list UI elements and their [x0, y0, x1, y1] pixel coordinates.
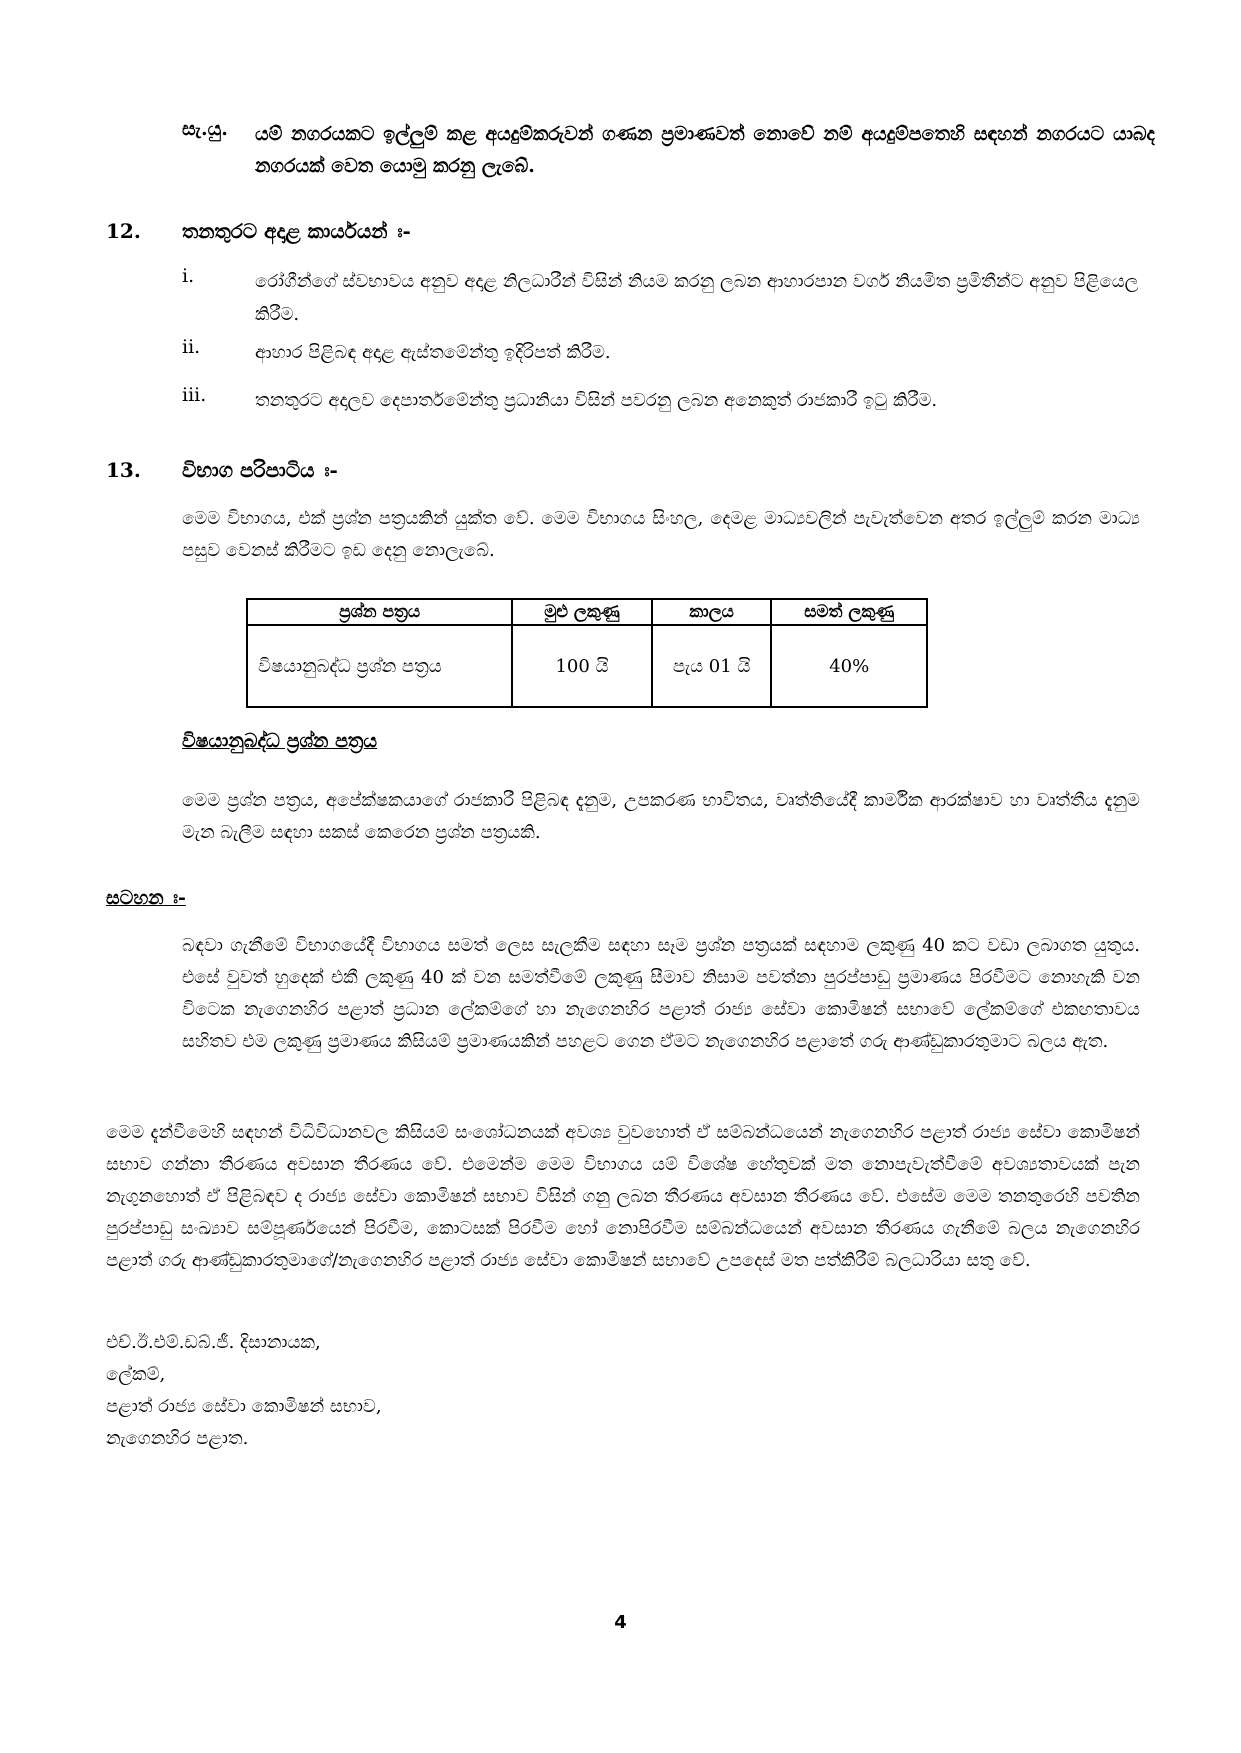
duty-item-text: ආහාර පිළිබඳ අදාළ ඇස්තමේන්තු ඉදිරිපත් කිරීම.	[255, 342, 611, 363]
page-number: 4	[614, 1612, 627, 1633]
signatory-name: එච්.ඊ.එම්.ඩබ්.ජී. දිසානායක,	[106, 1332, 321, 1353]
table-row	[247, 625, 927, 707]
section-12-title: තනතුරට අදාළ කාර්යයන් ඃ-	[182, 219, 411, 243]
paper-subheading: විෂයානුබද්ධ ප්‍රශ්න පත්‍රය	[182, 730, 378, 752]
table-header-row	[247, 599, 927, 625]
column-header: කාලය	[652, 599, 772, 625]
column-header: ප්‍රශ්න පත්‍රය	[247, 599, 512, 625]
section-13-number: 13.	[106, 458, 141, 482]
duty-item-number: i.	[182, 265, 195, 287]
column-header: මුළු ලකුණු	[512, 599, 652, 625]
note-text: යම් නගරයකට ඉල්ලුම් කළ අයදුම්කරුවන් ගණන ප්‍රමාණවත් නොවේ නම් අයදුම්පතෙහි සඳහන් නගරයට යාබද නගරයක් වෙත යොමු කරනු ලැබේ.	[255, 123, 1155, 177]
section-13-title: විභාග පරිපාටිය ඃ-	[182, 458, 338, 482]
table-cell: විෂයානුබද්ධ ප්‍රශ්න පත්‍රය	[247, 625, 512, 707]
column-header: සමත් ලකුණු	[771, 599, 927, 625]
table-cell: පැය 01 යි	[652, 625, 772, 707]
signatory-organization: පළාත් රාජ්‍ය සේවා කොමිෂන් සභාව,	[106, 1396, 382, 1417]
closing-paragraph: මෙම දැන්වීමෙහි සඳහන් විධිවිධානවල කිසියම් සංශෝධනයක් අවශ්‍ය වුවහොත් ඒ සම්බන්ධයෙන් නැගෙනහිර පළාත් රාජ්‍ය සේවා කොමිෂන් සභාව ගන්නා තීරණය අවසාන තීරණය වේ. එමෙන්ම මෙම විභාගය යම් විශේෂ හේතුවක් මත නොපැවැත්වීමේ අවශ්‍යතාවයක් පැන නැගුනහොත් ඒ පිළිබඳව ද රාජ්‍ය සේවා කොමිෂන් සභාව විසින් ගනු ලබන තීරණය අවසාන තීරණය වේ. එසේම මෙම තනතුරෙහි පවතින පුරප්පාඩු සංඛ්‍යාව සම්පූර්ණයෙන් පිරවීම, කොටසක් පිරවීම හෝ නොපිරවීම සම්බන්ධයෙන් අවසාන තීරණය ගැනීමේ බලය නැගෙනහිර පළාත් ගරු ආණ්ඩුකාරතුමාගේ/නැගෙනහිර පළාත් රාජ්‍ය සේවා කොමිෂන් සභාවේ උපදෙස් මත පත්කිරීම් බලධාරියා සතු වේ.	[106, 1122, 1140, 1271]
exam-intro: මෙම විභාගය, එක් ප්‍රශ්න පත්‍රයකින් යුක්ත වේ. මෙම විභාගය සිංහල, දෙමළ මාධ්‍යවලින් පැවැත්වෙන අතර ඉල්ලුම් කරන මාධ්‍ය පසුව වෙනස් කිරීමට ඉඩ දෙනු නොලැබේ.	[182, 508, 1140, 561]
exam-scheme-table	[246, 598, 928, 708]
duty-item-number: ii.	[182, 336, 201, 358]
remarks-text: බඳවා ගැනීමේ විභාගයේදී විභාගය සමත් ලෙස සැලකීම සඳහා සෑම ප්‍රශ්න පත්‍රයක් සඳහාම ලකුණු 40 කට වඩා ලබාගත යුතුය. එසේ වුවත් හුදෙක් එකී ලකුණු 40 ක් වන සමත්වීමේ ලකුණු සීමාව නිසාම පවත්නා පුරප්පාඩු ප්‍රමාණය පිරවීමට නොහැකි වන විටෙක නැගෙනහිර පළාත් ප්‍රධාන ලේකම්ගේ හා නැගෙනහිර පළාත් රාජ්‍ය සේවා කොමිෂන් සභාවේ ලේකම්ගේ එකඟතාවය සහිතව එම ලකුණු ප්‍රමාණය කිසියම් ප්‍රමාණයකින් පහළට ගෙන ඒමට නැගෙනහිර පළාතේ ගරු ආණ්ඩුකාරතුමාට බලය ඇත.	[182, 935, 1140, 1052]
table-cell: 40%	[771, 625, 927, 707]
signatory-title: ලේකම්,	[106, 1364, 166, 1385]
duty-item-text: තනතුරට අදාලව දෙපාර්තමේන්තු ප්‍රධානියා විසින් පවරනු ලබන අනෙකුත් රාජකාරී ඉටු කිරීම.	[255, 390, 938, 411]
note-label: සැ.යු.	[182, 118, 228, 140]
duty-item-text: රෝගීන්ගේ ස්වභාවය අනුව අදාළ නිලධාරීන් විසින් නියම කරනු ලබන ආහාරපාන වර්ග නියමිත ප්‍රමිතීන්ට අනුව පිළියෙල කිරීම.	[255, 271, 1139, 325]
signatory-province: නැගෙනහිර පළාත.	[106, 1428, 249, 1449]
paper-description: මෙම ප්‍රශ්න පත්‍රය, අපේක්ෂකයාගේ රාජකාරී පිළිබඳ දැනුම, උපකරණ භාවිතය, වෘත්තියේදී කාර්මික ආරක්ෂාව හා වෘත්තීය දැනුම මැන බැලීම සඳහා සකස් කෙරෙන ප්‍රශ්න පත්‍රයකි.	[182, 790, 1140, 843]
table-cell: 100 යි	[512, 625, 652, 707]
signature-block	[106, 1327, 382, 1455]
remarks-heading: සටහන ඃ-	[106, 887, 186, 909]
section-12-number: 12.	[106, 219, 141, 243]
duty-item-number: iii.	[182, 384, 207, 406]
